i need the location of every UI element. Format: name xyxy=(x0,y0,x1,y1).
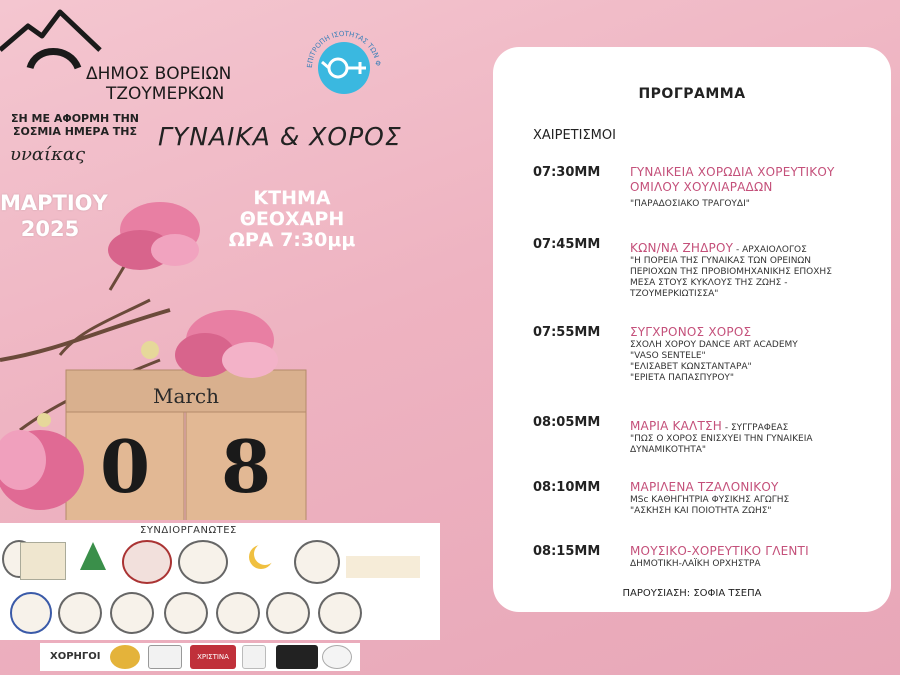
committee-text: ΕΠΙΤΡΟΠΗ ΙΣΟΤΗΤΑΣ ΤΩΝ Φ xyxy=(305,29,383,69)
organizer-logo xyxy=(244,542,278,576)
date-year: 2025 xyxy=(20,217,80,241)
organizer-logo xyxy=(20,542,66,580)
program-title: ΠΡΟΓΡΑΜΜΑ xyxy=(638,86,746,102)
calendar-day-tens: 0 xyxy=(99,424,151,509)
crescent-icon xyxy=(244,542,278,576)
sponsors-label: ΧΟΡΗΓΟΙ xyxy=(50,651,101,662)
presenter-name: ΣΟΦΙΑ ΤΣΕΠΑ xyxy=(690,588,762,599)
date-month: ΜΑΡΤΙΟΥ xyxy=(0,191,108,215)
program-item-time: 07:45ΜΜ xyxy=(533,237,601,252)
program-item-time: 08:05ΜΜ xyxy=(533,415,601,430)
organizer-logo xyxy=(10,592,52,634)
organizer-logo xyxy=(346,556,420,578)
program-item-time: 08:15ΜΜ xyxy=(533,544,601,559)
municipality-name xyxy=(86,64,231,104)
equality-committee-logo xyxy=(304,28,384,108)
venue-time: ΩΡΑ 7:30μμ xyxy=(228,229,356,251)
program-item-detail: ΜΕΣΑ ΣΤΟΥΣ ΚΥΚΛΟΥΣ ΤΗΣ ΖΩΗΣ - xyxy=(630,278,788,288)
program-item-detail: "ΕΡΙΕΤΑ ΠΑΠΑΣΠΥΡΟΥ" xyxy=(630,373,735,383)
program-item-detail: "ΠΩΣ Ο ΧΟΡΟΣ ΕΝΙΣΧΥΕΙ ΤΗΝ ΓΥΝΑΙΚΕΙΑ xyxy=(630,434,813,444)
program-item-detail: MSc ΚΑΘΗΓΗΤΡΙΑ ΦΥΣΙΚΗΣ ΑΓΩΓΗΣ xyxy=(630,495,790,505)
organizer-logo xyxy=(122,540,172,584)
venue-line-2: ΘΕΟΧΑΡΗ xyxy=(239,208,345,230)
organizer-logo xyxy=(58,592,102,634)
organizer-logo xyxy=(294,540,340,584)
magnolia-flower-icon xyxy=(108,202,200,270)
organizer-logo xyxy=(110,592,154,634)
subtitle-line-1: ΣΗ ΜΕ ΑΦΟΡΜΗ ΤΗΝ xyxy=(10,112,139,125)
program-item xyxy=(630,415,880,456)
program-item-role: - ΑΡΧΑΙΟΛΟΓΟΣ xyxy=(733,245,807,255)
organizer-logo xyxy=(318,592,362,634)
subtitle-line-2: ΣΟΣΜΙΑ ΗΜΕΡΑ ΤΗΣ xyxy=(12,125,138,138)
calendar-month: March xyxy=(152,384,220,408)
venue-line-1: ΚΤΗΜΑ xyxy=(253,187,331,209)
calendar-day-ones: 8 xyxy=(220,424,272,509)
program-greeting: ΧΑΙΡΕΤΙΣΜΟΙ xyxy=(533,128,616,143)
program-item-title: ΣΥΓΧΡΟΝΟΣ ΧΟΡΟΣ xyxy=(630,325,752,339)
program-item xyxy=(630,237,880,300)
gender-equality-icon xyxy=(304,28,384,108)
program-item-detail: "ΠΑΡΑΔΟΣΙΑΚΟ ΤΡΑΓΟΥΔΙ" xyxy=(630,199,750,209)
program-item xyxy=(630,165,880,210)
organizer-logo xyxy=(164,592,208,634)
program-item-detail: ΔΥΝΑΜΙΚΟΤΗΤΑ" xyxy=(630,445,707,455)
program-item-detail: "Η ΠΟΡΕΙΑ ΤΗΣ ΓΥΝΑΙΚΑΣ ΤΩΝ ΟΡΕΙΝΩΝ xyxy=(630,256,812,266)
program-item-detail: "ΕΛΙΣΑΒΕΤ ΚΩΝΣΤΑΝΤΑΡΑ" xyxy=(630,362,752,372)
event-subtitle xyxy=(0,112,150,138)
program-item-detail: ΤΖΟΥΜΕΡΚΙΩΤΙΣΣΑ" xyxy=(630,289,719,299)
sponsor-logo xyxy=(110,645,140,669)
program-item-title: ΓΥΝΑΙΚΕΙΑ ΧΟΡΩΔΙΑ ΧΟΡΕΥΤΙΚΟΥ xyxy=(630,165,835,179)
program-item xyxy=(630,325,880,384)
program-item-detail: "ΑΣΚΗΣΗ ΚΑΙ ΠΟΙΟΤΗΤΑ ΖΩΗΣ" xyxy=(630,506,772,516)
program-item-title: ΟΜΙΛΟΥ ΧΟΥΛΙΑΡΑΔΩΝ xyxy=(630,180,773,194)
program-item-detail: ΔΗΜΟΤΙΚΗ-ΛΑΪΚΗ ΟΡΧΗΣΤΡΑ xyxy=(630,559,761,569)
sponsor-logo xyxy=(242,645,266,669)
program-item-role: - ΣΥΓΓΡΑΦΕΑΣ xyxy=(721,423,789,433)
program-item xyxy=(630,544,880,570)
march-calendar-illustration xyxy=(0,180,330,520)
sponsor-logo xyxy=(322,645,352,669)
event-title: ΓΥΝΑΙΚΑ & ΧΟΡΟΣ xyxy=(158,122,402,151)
program-presenter xyxy=(493,588,891,599)
program-item-detail: ΣΧΟΛΗ ΧΟΡΟΥ DANCE ART ACADEMY xyxy=(630,340,798,350)
program-item-detail: ΠΕΡΙΟΧΩΝ ΤΗΣ ΠΡΟΒΙΟΜΗΧΑΝΙΚΗΣ ΕΠΟΧΗΣ xyxy=(630,267,832,277)
municipality-line-1: ΔΗΜΟΣ ΒΟΡΕΙΩΝ xyxy=(86,64,232,84)
program-item-title: ΚΩΝ/ΝΑ ΖΗΔΡΟΥ xyxy=(630,241,734,255)
municipality-line-2: ΤΖΟΥΜΕΡΚΩΝ xyxy=(106,84,225,104)
co-organizers-title: ΣΥΝΔΙΟΡΓΑΝΩΤΕΣ xyxy=(140,525,237,536)
organizer-logo xyxy=(266,592,310,634)
organizer-logo xyxy=(178,540,228,584)
program-item-time: 07:30ΜΜ xyxy=(533,165,601,180)
program-item-detail: "VASO SENTELE" xyxy=(630,351,706,361)
magnolia-flower-icon xyxy=(0,430,84,510)
tree-icon xyxy=(78,540,108,576)
program-item-title: ΜΟΥΣΙΚΟ-ΧΟΡΕΥΤΙΚΟ ΓΛΕΝΤΙ xyxy=(630,544,809,558)
magnolia-flower-icon xyxy=(175,310,278,378)
program-item-title: ΜΑΡΙΑ ΚΑΛΤΣΗ xyxy=(630,419,722,433)
program-item-title: ΜΑΡΙΛΕΝΑ ΤΖΑΛΟΝΙΚΟΥ xyxy=(630,480,779,494)
program-item xyxy=(630,480,880,517)
sponsor-logo xyxy=(276,645,318,669)
presenter-label: ΠΑΡΟΥΣΙΑΣΗ: xyxy=(622,588,691,599)
subtitle-script-word: υναίκας xyxy=(10,144,86,165)
program-item-time: 07:55ΜΜ xyxy=(533,325,601,340)
sponsor-logo xyxy=(148,645,182,669)
organizer-logo xyxy=(216,592,260,634)
program-item-time: 08:10ΜΜ xyxy=(533,480,601,495)
sponsor-logo: ΧΡΙΣΤΙΝΑ xyxy=(190,645,236,669)
organizer-logo xyxy=(78,540,108,576)
